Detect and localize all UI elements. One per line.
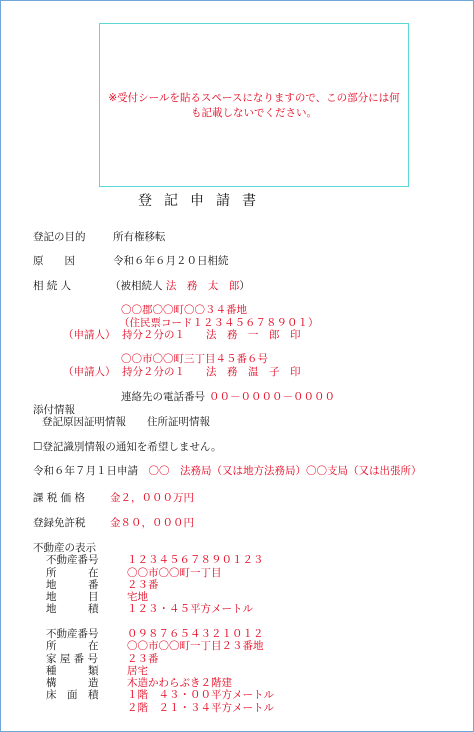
attachments-value: 登記原因証明情報 住所証明情報	[42, 416, 210, 428]
tax-value-amount: 金２，０００万円	[110, 492, 194, 504]
phone-label: 連絡先の電話番号	[121, 391, 205, 403]
building-label: 種 類	[46, 665, 99, 677]
applicant-1-role: （申請人）	[63, 329, 116, 341]
building-value: ０９８７６５４３２１０１２	[127, 628, 264, 640]
applicant-2-share: 持分２分の１ 法 務 温 子 印	[122, 366, 301, 378]
building-value: 居宅	[127, 665, 148, 677]
sticker-note: ※受付シールを貼るスペースになりますので、この部分には何も記載しないでください。	[108, 92, 400, 119]
heir-label: 相 続 人	[33, 280, 72, 292]
building-label: 家 屋 番 号	[46, 653, 99, 665]
document-title: 登記申請書	[138, 193, 268, 209]
land-value: 〇〇市〇〇町一丁目	[127, 567, 222, 579]
phone-value: ００－００００－００００	[209, 391, 335, 403]
building-label: 不動産番号	[46, 628, 99, 640]
purpose-label: 登記の目的	[33, 231, 86, 243]
applicant-2-address: 〇〇市〇〇町三丁目４５番６号	[121, 353, 268, 365]
purpose-value: 所有権移転	[113, 231, 166, 243]
land-label: 不動産番号	[46, 554, 99, 566]
building-value: １階 ４３・００平方メートル	[127, 689, 274, 701]
building-value: ２３番	[127, 653, 159, 665]
cause-value: 令和６年６月２０日相続	[113, 255, 229, 267]
building-value: 木造かわらぶき２階建	[127, 677, 232, 689]
land-label: 地 番	[46, 579, 99, 591]
land-value: ２３番	[127, 579, 159, 591]
land-value: １２３・４５平方メートル	[127, 603, 253, 615]
land-value: 宅地	[127, 591, 148, 603]
applicant-1-code: （住民票コード１２３４５６７８９０１）	[119, 317, 319, 329]
property-label: 不動産の表示	[33, 542, 96, 554]
applicant-2-role: （申請人）	[63, 366, 116, 378]
land-label: 地 目	[46, 591, 99, 603]
cause-label: 原 因	[33, 255, 75, 267]
license-tax-label: 登録免許税	[33, 517, 86, 529]
building-label: 床 面 積	[46, 689, 99, 701]
application-office: 〇〇 法務局（又は地方法務局）〇〇支局（又は出張所）	[148, 465, 422, 477]
land-value: １２３４５６７８９０１２３	[127, 554, 264, 566]
applicant-1-address: 〇〇郡〇〇町〇〇３４番地	[121, 304, 247, 316]
building-label: 構 造	[46, 677, 99, 689]
heir-decedent: （被相続人 法 務 太 郎）	[110, 280, 250, 292]
application-date: 令和６年７月１日申請	[33, 465, 138, 477]
identification-notice-checkbox: ☐登記識別情報の通知を希望しません。	[33, 441, 222, 453]
decedent-name: 法 務 太 郎	[165, 280, 240, 292]
land-label: 所 在	[46, 567, 99, 579]
receipt-sticker-area	[99, 23, 409, 187]
building-value: 〇〇市〇〇町一丁目２３番地	[127, 640, 264, 652]
license-tax-amount: 金８０，０００円	[110, 517, 194, 529]
attachments-label: 添付情報	[33, 404, 75, 416]
applicant-1-share: 持分２分の１ 法 務 一 郎 印	[122, 329, 301, 341]
tax-value-label: 課 税 価 格	[33, 492, 86, 504]
building-label: 所 在	[46, 640, 99, 652]
land-label: 地 積	[46, 603, 99, 615]
application-line	[33, 465, 422, 478]
building-value: ２階 ２１・３４平方メートル	[127, 702, 274, 714]
